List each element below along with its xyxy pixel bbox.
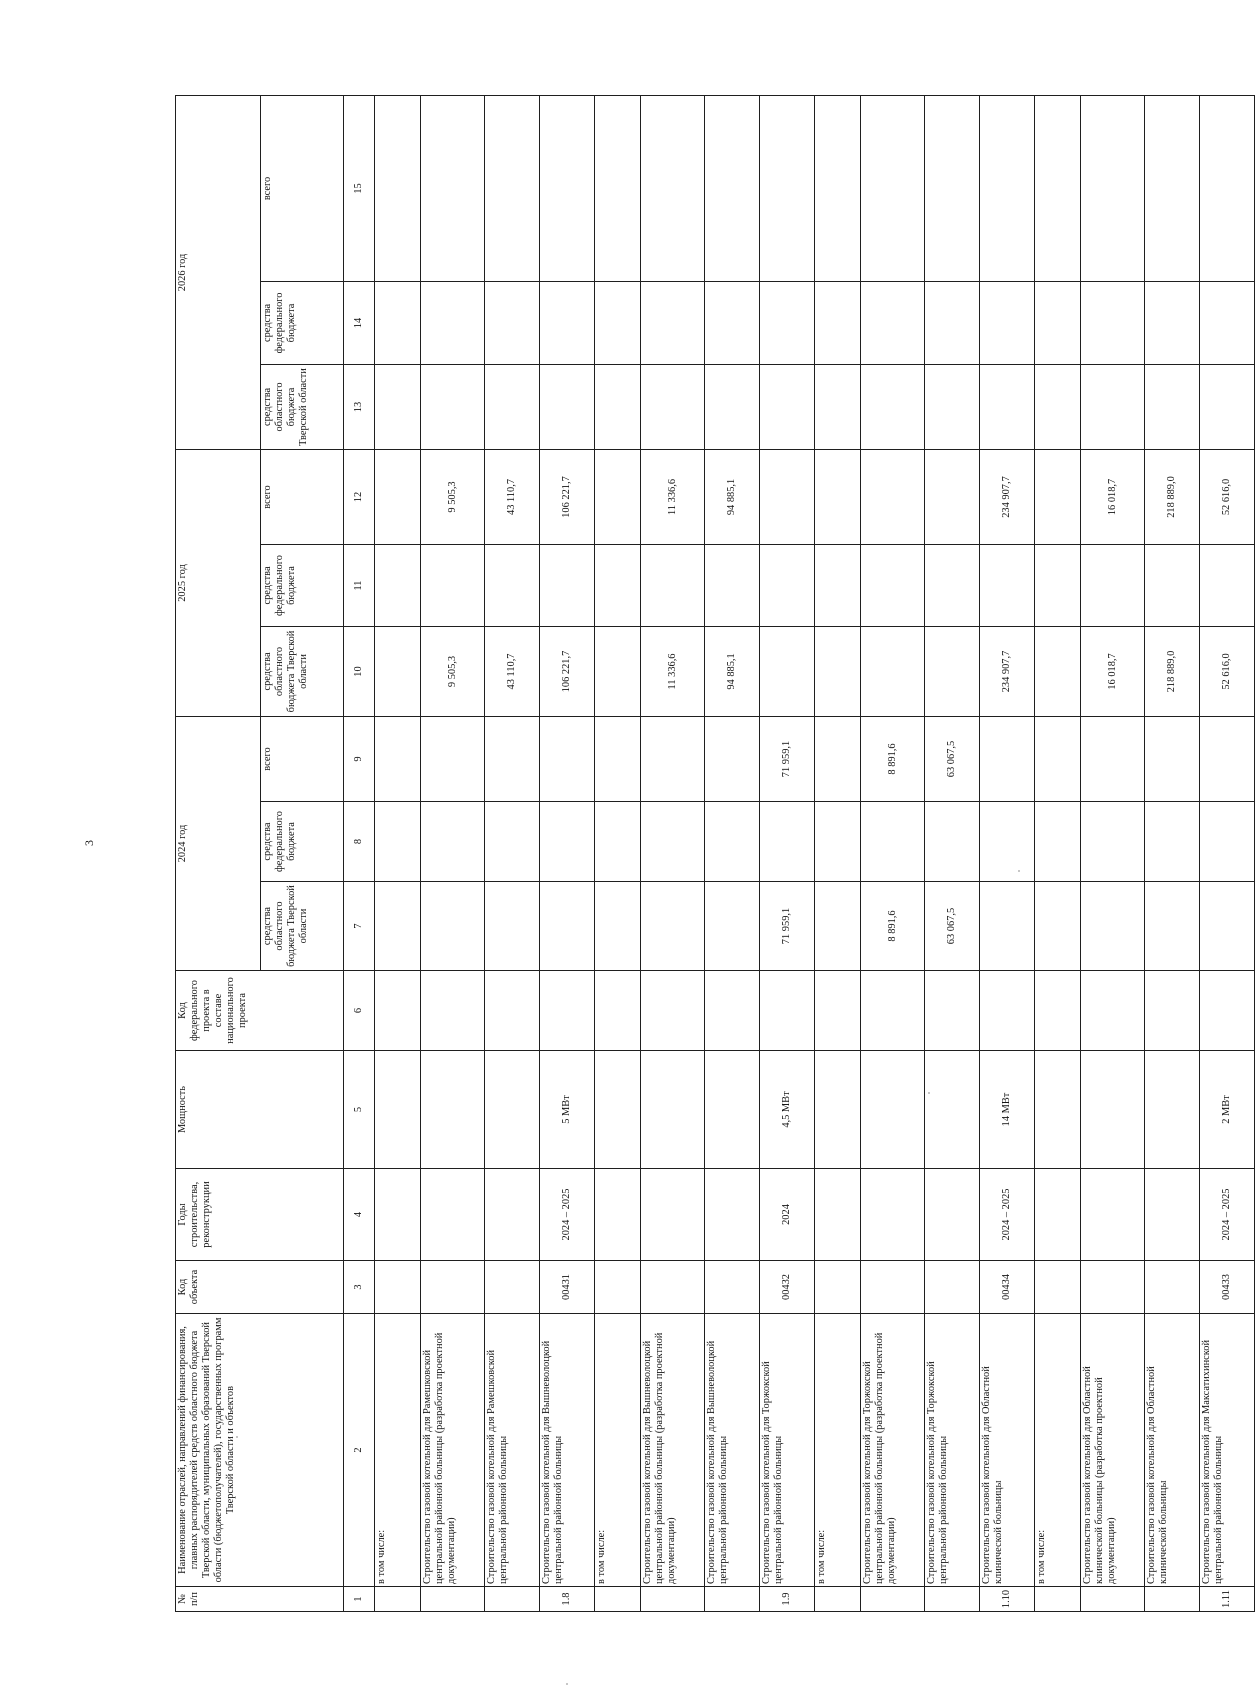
construction-years-cell	[925, 1169, 980, 1261]
construction-years-cell	[1034, 1169, 1081, 1261]
total-2026-cell	[760, 95, 815, 281]
total-2026-cell	[485, 95, 540, 281]
federal-2025-cell	[1081, 544, 1145, 626]
column-number-cell: 7	[344, 882, 375, 971]
col-header-name: Наименование отраслей, направлений финансирования, главных распорядителей средств областного бюджета Тверской области, муниципальных образований Тверской области (бюджетополучателей), государственных программ Тверской области и объектов	[176, 1314, 344, 1587]
total-2024-cell: 71 959,1	[760, 716, 815, 801]
total-2026-cell	[705, 95, 760, 281]
object-code-cell	[594, 1261, 641, 1314]
column-number-cell: 1	[344, 1587, 375, 1612]
construction-years-cell	[641, 1169, 705, 1261]
federal-2024-cell	[1145, 802, 1200, 882]
row-number-cell	[1081, 1587, 1145, 1612]
col-header-regional-2024: средства областного бюджета Тверской области	[261, 882, 344, 971]
total-2025-cell: 52 616,0	[1200, 449, 1255, 544]
column-number-cell: 10	[344, 626, 375, 716]
regional-2024-cell	[374, 882, 421, 971]
column-number-cell: 15	[344, 95, 375, 281]
object-code-cell	[421, 1261, 485, 1314]
regional-2025-cell: 106 221,7	[540, 626, 595, 716]
regional-2025-cell	[594, 626, 641, 716]
item-name-cell: Строительство газовой котельной для Областной клинической больницы (разработка проектной документации)	[1081, 1314, 1145, 1587]
regional-2026-cell	[925, 364, 980, 449]
table-row	[641, 95, 705, 1611]
total-2025-cell	[374, 449, 421, 544]
col-header-federal-2026: средства федерального бюджета	[261, 281, 344, 364]
col-header-federal-2025: средства федерального бюджета	[261, 544, 344, 626]
scan-speck	[1018, 870, 1020, 872]
object-code-cell	[705, 1261, 760, 1314]
item-name-cell: Строительство газовой котельной для Торжокской центральной районной больницы (разработка проектной документации)	[861, 1314, 925, 1587]
total-2026-cell	[594, 95, 641, 281]
regional-2026-cell	[1081, 364, 1145, 449]
federal-2025-cell	[760, 544, 815, 626]
fed-project-code-cell	[641, 971, 705, 1051]
total-2026-cell	[374, 95, 421, 281]
regional-2024-cell	[814, 882, 861, 971]
regional-2025-cell: 43 110,7	[485, 626, 540, 716]
column-number-cell: 9	[344, 716, 375, 801]
federal-2026-cell	[814, 281, 861, 364]
total-2026-cell	[925, 95, 980, 281]
capacity-cell	[1081, 1051, 1145, 1169]
total-2024-cell	[980, 716, 1035, 801]
federal-2024-cell	[760, 802, 815, 882]
construction-years-cell: 2024 – 2025	[540, 1169, 595, 1261]
regional-2024-cell	[1200, 882, 1255, 971]
federal-2026-cell	[705, 281, 760, 364]
federal-2024-cell	[641, 802, 705, 882]
col-header-fed-project-code: Код федерального проекта в составе национального проекта	[176, 971, 344, 1051]
total-2025-cell	[861, 449, 925, 544]
total-2024-cell	[1081, 716, 1145, 801]
federal-2024-cell	[594, 802, 641, 882]
column-number-row	[344, 95, 375, 1611]
total-2024-cell	[594, 716, 641, 801]
federal-2024-cell	[861, 802, 925, 882]
federal-2024-cell	[814, 802, 861, 882]
fed-project-code-cell	[540, 971, 595, 1051]
object-code-cell: 00434	[980, 1261, 1035, 1314]
total-2024-cell	[1145, 716, 1200, 801]
row-number-cell	[485, 1587, 540, 1612]
federal-2026-cell	[1200, 281, 1255, 364]
object-code-cell	[485, 1261, 540, 1314]
item-name-cell: Строительство газовой котельной для Торжокской центральной районной больницы	[925, 1314, 980, 1587]
regional-2024-cell	[421, 882, 485, 971]
regional-2025-cell	[374, 626, 421, 716]
regional-2026-cell	[594, 364, 641, 449]
object-code-cell: 00433	[1200, 1261, 1255, 1314]
total-2025-cell	[1034, 449, 1081, 544]
capacity-cell	[925, 1051, 980, 1169]
capacity-cell	[641, 1051, 705, 1169]
item-name-cell: Строительство газовой котельной для Рамешковской центральной районной больницы (разработка проектной документации)	[421, 1314, 485, 1587]
construction-years-cell	[1081, 1169, 1145, 1261]
federal-2024-cell	[1034, 802, 1081, 882]
federal-2024-cell	[1200, 802, 1255, 882]
col-header-total-2026: всего	[261, 95, 344, 281]
federal-2025-cell	[421, 544, 485, 626]
federal-2025-cell	[925, 544, 980, 626]
column-number-cell: 5	[344, 1051, 375, 1169]
item-name-cell: Строительство газовой котельной для Вышневолоцкой центральной районной больницы (разработка проектной документации)	[641, 1314, 705, 1587]
regional-2025-cell: 218 889,0	[1145, 626, 1200, 716]
regional-2026-cell	[814, 364, 861, 449]
total-2024-cell	[705, 716, 760, 801]
col-header-year-2026: 2026 год	[176, 95, 261, 449]
table-row	[705, 95, 760, 1611]
col-header-year-2024: 2024 год	[176, 716, 261, 970]
regional-2024-cell: 71 959,1	[760, 882, 815, 971]
regional-2026-cell	[641, 364, 705, 449]
row-number-cell	[1034, 1587, 1081, 1612]
federal-2026-cell	[485, 281, 540, 364]
total-2025-cell: 11 336,6	[641, 449, 705, 544]
item-name-cell: Строительство газовой котельной для Рамешковской центральной районной больницы	[485, 1314, 540, 1587]
item-name-cell: Строительство газовой котельной для Вышневолоцкой центральной районной больницы	[540, 1314, 595, 1587]
item-name-cell: в том числе:	[1034, 1314, 1081, 1587]
regional-2026-cell	[1200, 364, 1255, 449]
fed-project-code-cell	[760, 971, 815, 1051]
table-row	[760, 95, 815, 1611]
regional-2025-cell	[814, 626, 861, 716]
total-2025-cell: 9 505,3	[421, 449, 485, 544]
construction-years-cell	[374, 1169, 421, 1261]
object-code-cell	[925, 1261, 980, 1314]
regional-2025-cell: 94 885,1	[705, 626, 760, 716]
construction-years-cell	[594, 1169, 641, 1261]
rotated-table-container	[175, 96, 1255, 1612]
total-2025-cell: 16 018,7	[1081, 449, 1145, 544]
row-number-cell	[705, 1587, 760, 1612]
row-number-cell	[374, 1587, 421, 1612]
total-2024-cell	[1034, 716, 1081, 801]
item-name-cell: Строительство газовой котельной для Вышневолоцкой центральной районной больницы	[705, 1314, 760, 1587]
table-row	[1145, 95, 1200, 1611]
total-2026-cell	[1034, 95, 1081, 281]
fed-project-code-cell	[705, 971, 760, 1051]
federal-2026-cell	[421, 281, 485, 364]
object-code-cell	[374, 1261, 421, 1314]
total-2025-cell: 94 885,1	[705, 449, 760, 544]
table-row	[485, 95, 540, 1611]
total-2026-cell	[980, 95, 1035, 281]
regional-2024-cell	[1145, 882, 1200, 971]
regional-2025-cell: 234 907,7	[980, 626, 1035, 716]
fed-project-code-cell	[594, 971, 641, 1051]
total-2025-cell	[760, 449, 815, 544]
total-2026-cell	[421, 95, 485, 281]
total-2024-cell	[641, 716, 705, 801]
federal-2024-cell	[925, 802, 980, 882]
item-name-cell: в том числе:	[594, 1314, 641, 1587]
fed-project-code-cell	[861, 971, 925, 1051]
federal-2026-cell	[1145, 281, 1200, 364]
regional-2024-cell	[980, 882, 1035, 971]
column-number-cell: 3	[344, 1261, 375, 1314]
capacity-cell	[485, 1051, 540, 1169]
federal-2026-cell	[594, 281, 641, 364]
capacity-cell: 2 МВт	[1200, 1051, 1255, 1169]
regional-2026-cell	[485, 364, 540, 449]
object-code-cell: 00432	[760, 1261, 815, 1314]
item-name-cell: Строительство газовой котельной для Областной клинической больницы	[980, 1314, 1035, 1587]
regional-2024-cell: 8 891,6	[861, 882, 925, 971]
total-2025-cell	[925, 449, 980, 544]
item-name-cell: в том числе:	[374, 1314, 421, 1587]
federal-2025-cell	[641, 544, 705, 626]
column-number-cell: 2	[344, 1314, 375, 1587]
regional-2024-cell	[1081, 882, 1145, 971]
table-row	[925, 95, 980, 1611]
object-code-cell	[814, 1261, 861, 1314]
regional-2026-cell	[1034, 364, 1081, 449]
federal-2026-cell	[540, 281, 595, 364]
total-2024-cell	[1200, 716, 1255, 801]
regional-2025-cell: 9 505,3	[421, 626, 485, 716]
construction-years-cell	[421, 1169, 485, 1261]
regional-2024-cell: 63 067,5	[925, 882, 980, 971]
object-code-cell	[1081, 1261, 1145, 1314]
row-number-cell	[421, 1587, 485, 1612]
federal-2024-cell	[980, 802, 1035, 882]
col-header-object-code: Код объекта	[176, 1261, 344, 1314]
federal-2024-cell	[540, 802, 595, 882]
object-code-cell	[1034, 1261, 1081, 1314]
row-number-cell	[1145, 1587, 1200, 1612]
federal-2026-cell	[1034, 281, 1081, 364]
table-row	[374, 95, 421, 1611]
construction-years-cell: 2024 – 2025	[980, 1169, 1035, 1261]
regional-2026-cell	[540, 364, 595, 449]
federal-2024-cell	[1081, 802, 1145, 882]
regional-2025-cell	[760, 626, 815, 716]
total-2025-cell: 106 221,7	[540, 449, 595, 544]
capacity-cell	[705, 1051, 760, 1169]
col-header-regional-2025: средства областного бюджета Тверской области	[261, 626, 344, 716]
regional-2025-cell: 16 018,7	[1081, 626, 1145, 716]
federal-2025-cell	[861, 544, 925, 626]
regional-2024-cell	[485, 882, 540, 971]
regional-2025-cell: 52 616,0	[1200, 626, 1255, 716]
regional-2024-cell	[705, 882, 760, 971]
capacity-cell	[594, 1051, 641, 1169]
federal-2025-cell	[1200, 544, 1255, 626]
col-header-federal-2024: средства федерального бюджета	[261, 802, 344, 882]
column-number-cell: 6	[344, 971, 375, 1051]
row-number-cell	[861, 1587, 925, 1612]
regional-2025-cell	[1034, 626, 1081, 716]
total-2026-cell	[814, 95, 861, 281]
col-header-total-2025: всего	[261, 449, 344, 544]
federal-2024-cell	[485, 802, 540, 882]
column-number-cell: 14	[344, 281, 375, 364]
row-number-cell: 1.9	[760, 1587, 815, 1612]
total-2024-cell: 8 891,6	[861, 716, 925, 801]
row-number-cell	[925, 1587, 980, 1612]
total-2025-cell	[594, 449, 641, 544]
regional-2026-cell	[760, 364, 815, 449]
regional-2024-cell	[594, 882, 641, 971]
column-number-cell: 11	[344, 544, 375, 626]
federal-2026-cell	[374, 281, 421, 364]
federal-2026-cell	[760, 281, 815, 364]
total-2025-cell: 43 110,7	[485, 449, 540, 544]
fed-project-code-cell	[980, 971, 1035, 1051]
col-header-capacity: Мощность	[176, 1051, 344, 1169]
construction-years-cell	[861, 1169, 925, 1261]
table-row	[540, 95, 595, 1611]
header-row-1	[176, 95, 261, 1611]
federal-2025-cell	[374, 544, 421, 626]
capacity-cell: 5 МВт	[540, 1051, 595, 1169]
fed-project-code-cell	[1034, 971, 1081, 1051]
total-2026-cell	[641, 95, 705, 281]
total-2026-cell	[540, 95, 595, 281]
construction-years-cell	[705, 1169, 760, 1261]
object-code-cell	[641, 1261, 705, 1314]
fed-project-code-cell	[1200, 971, 1255, 1051]
table-row	[814, 95, 861, 1611]
regional-2026-cell	[980, 364, 1035, 449]
table-row	[980, 95, 1035, 1611]
fed-project-code-cell	[485, 971, 540, 1051]
total-2026-cell	[1200, 95, 1255, 281]
column-number-cell: 12	[344, 449, 375, 544]
capacity-cell	[421, 1051, 485, 1169]
regional-2026-cell	[705, 364, 760, 449]
fed-project-code-cell	[814, 971, 861, 1051]
total-2026-cell	[861, 95, 925, 281]
object-code-cell: 00431	[540, 1261, 595, 1314]
regional-2026-cell	[1145, 364, 1200, 449]
federal-2026-cell	[641, 281, 705, 364]
table-row	[1034, 95, 1081, 1611]
total-2025-cell: 234 907,7	[980, 449, 1035, 544]
column-number-cell: 8	[344, 802, 375, 882]
regional-2024-cell	[540, 882, 595, 971]
capacity-cell: 14 МВт	[980, 1051, 1035, 1169]
table-row	[1081, 95, 1145, 1611]
regional-2024-cell	[1034, 882, 1081, 971]
col-header-years: Годы строительства, реконструкции	[176, 1169, 344, 1261]
federal-2026-cell	[861, 281, 925, 364]
federal-2025-cell	[485, 544, 540, 626]
column-number-cell: 13	[344, 364, 375, 449]
col-header-total-2024: всего	[261, 716, 344, 801]
regional-2026-cell	[374, 364, 421, 449]
fed-project-code-cell	[421, 971, 485, 1051]
construction-years-cell: 2024	[760, 1169, 815, 1261]
column-number-cell: 4	[344, 1169, 375, 1261]
regional-2025-cell	[925, 626, 980, 716]
item-name-cell: Строительство газовой котельной для Торжокской центральной районной больницы	[760, 1314, 815, 1587]
scan-speck	[928, 1092, 930, 1094]
capacity-cell	[374, 1051, 421, 1169]
construction-years-cell	[485, 1169, 540, 1261]
federal-2025-cell	[980, 544, 1035, 626]
row-number-cell	[641, 1587, 705, 1612]
federal-2024-cell	[374, 802, 421, 882]
item-name-cell: в том числе:	[814, 1314, 861, 1587]
total-2024-cell	[374, 716, 421, 801]
regional-2025-cell: 11 336,6	[641, 626, 705, 716]
federal-2026-cell	[1081, 281, 1145, 364]
construction-years-cell: 2024 – 2025	[1200, 1169, 1255, 1261]
total-2024-cell	[814, 716, 861, 801]
federal-2025-cell	[1034, 544, 1081, 626]
regional-2025-cell	[861, 626, 925, 716]
federal-2025-cell	[705, 544, 760, 626]
construction-years-cell	[814, 1169, 861, 1261]
item-name-cell: Строительство газовой котельной для Областной клинической больницы	[1145, 1314, 1200, 1587]
capacity-cell: 4,5 МВт	[760, 1051, 815, 1169]
row-number-cell	[594, 1587, 641, 1612]
table-row	[1200, 95, 1255, 1611]
regional-2026-cell	[861, 364, 925, 449]
table-row	[421, 95, 485, 1611]
object-code-cell	[861, 1261, 925, 1314]
page-number: 3	[82, 840, 96, 846]
budget-table	[175, 95, 1255, 1612]
scan-speck	[236, 1436, 238, 1438]
regional-2024-cell	[641, 882, 705, 971]
item-name-cell: Строительство газовой котельной для Максатихинской центральной районной больницы	[1200, 1314, 1255, 1587]
col-header-num: № п/п	[176, 1587, 344, 1612]
capacity-cell	[1145, 1051, 1200, 1169]
construction-years-cell	[1145, 1169, 1200, 1261]
total-2024-cell	[421, 716, 485, 801]
total-2026-cell	[1145, 95, 1200, 281]
federal-2026-cell	[925, 281, 980, 364]
capacity-cell	[861, 1051, 925, 1169]
total-2025-cell	[814, 449, 861, 544]
federal-2025-cell	[594, 544, 641, 626]
regional-2026-cell	[421, 364, 485, 449]
table-row	[594, 95, 641, 1611]
total-2025-cell: 218 889,0	[1145, 449, 1200, 544]
row-number-cell: 1.11	[1200, 1587, 1255, 1612]
total-2026-cell	[1081, 95, 1145, 281]
federal-2024-cell	[421, 802, 485, 882]
table-row	[861, 95, 925, 1611]
capacity-cell	[1034, 1051, 1081, 1169]
row-number-cell: 1.10	[980, 1587, 1035, 1612]
fed-project-code-cell	[374, 971, 421, 1051]
federal-2025-cell	[1145, 544, 1200, 626]
col-header-regional-2026: средства областного бюджета Тверской области	[261, 364, 344, 449]
scan-speck	[566, 1683, 568, 1685]
row-number-cell	[814, 1587, 861, 1612]
fed-project-code-cell	[1081, 971, 1145, 1051]
row-number-cell: 1.8	[540, 1587, 595, 1612]
fed-project-code-cell	[925, 971, 980, 1051]
total-2024-cell	[540, 716, 595, 801]
federal-2026-cell	[980, 281, 1035, 364]
federal-2025-cell	[540, 544, 595, 626]
col-header-year-2025: 2025 год	[176, 449, 261, 716]
total-2024-cell	[485, 716, 540, 801]
object-code-cell	[1145, 1261, 1200, 1314]
total-2024-cell: 63 067,5	[925, 716, 980, 801]
federal-2024-cell	[705, 802, 760, 882]
capacity-cell	[814, 1051, 861, 1169]
fed-project-code-cell	[1145, 971, 1200, 1051]
federal-2025-cell	[814, 544, 861, 626]
